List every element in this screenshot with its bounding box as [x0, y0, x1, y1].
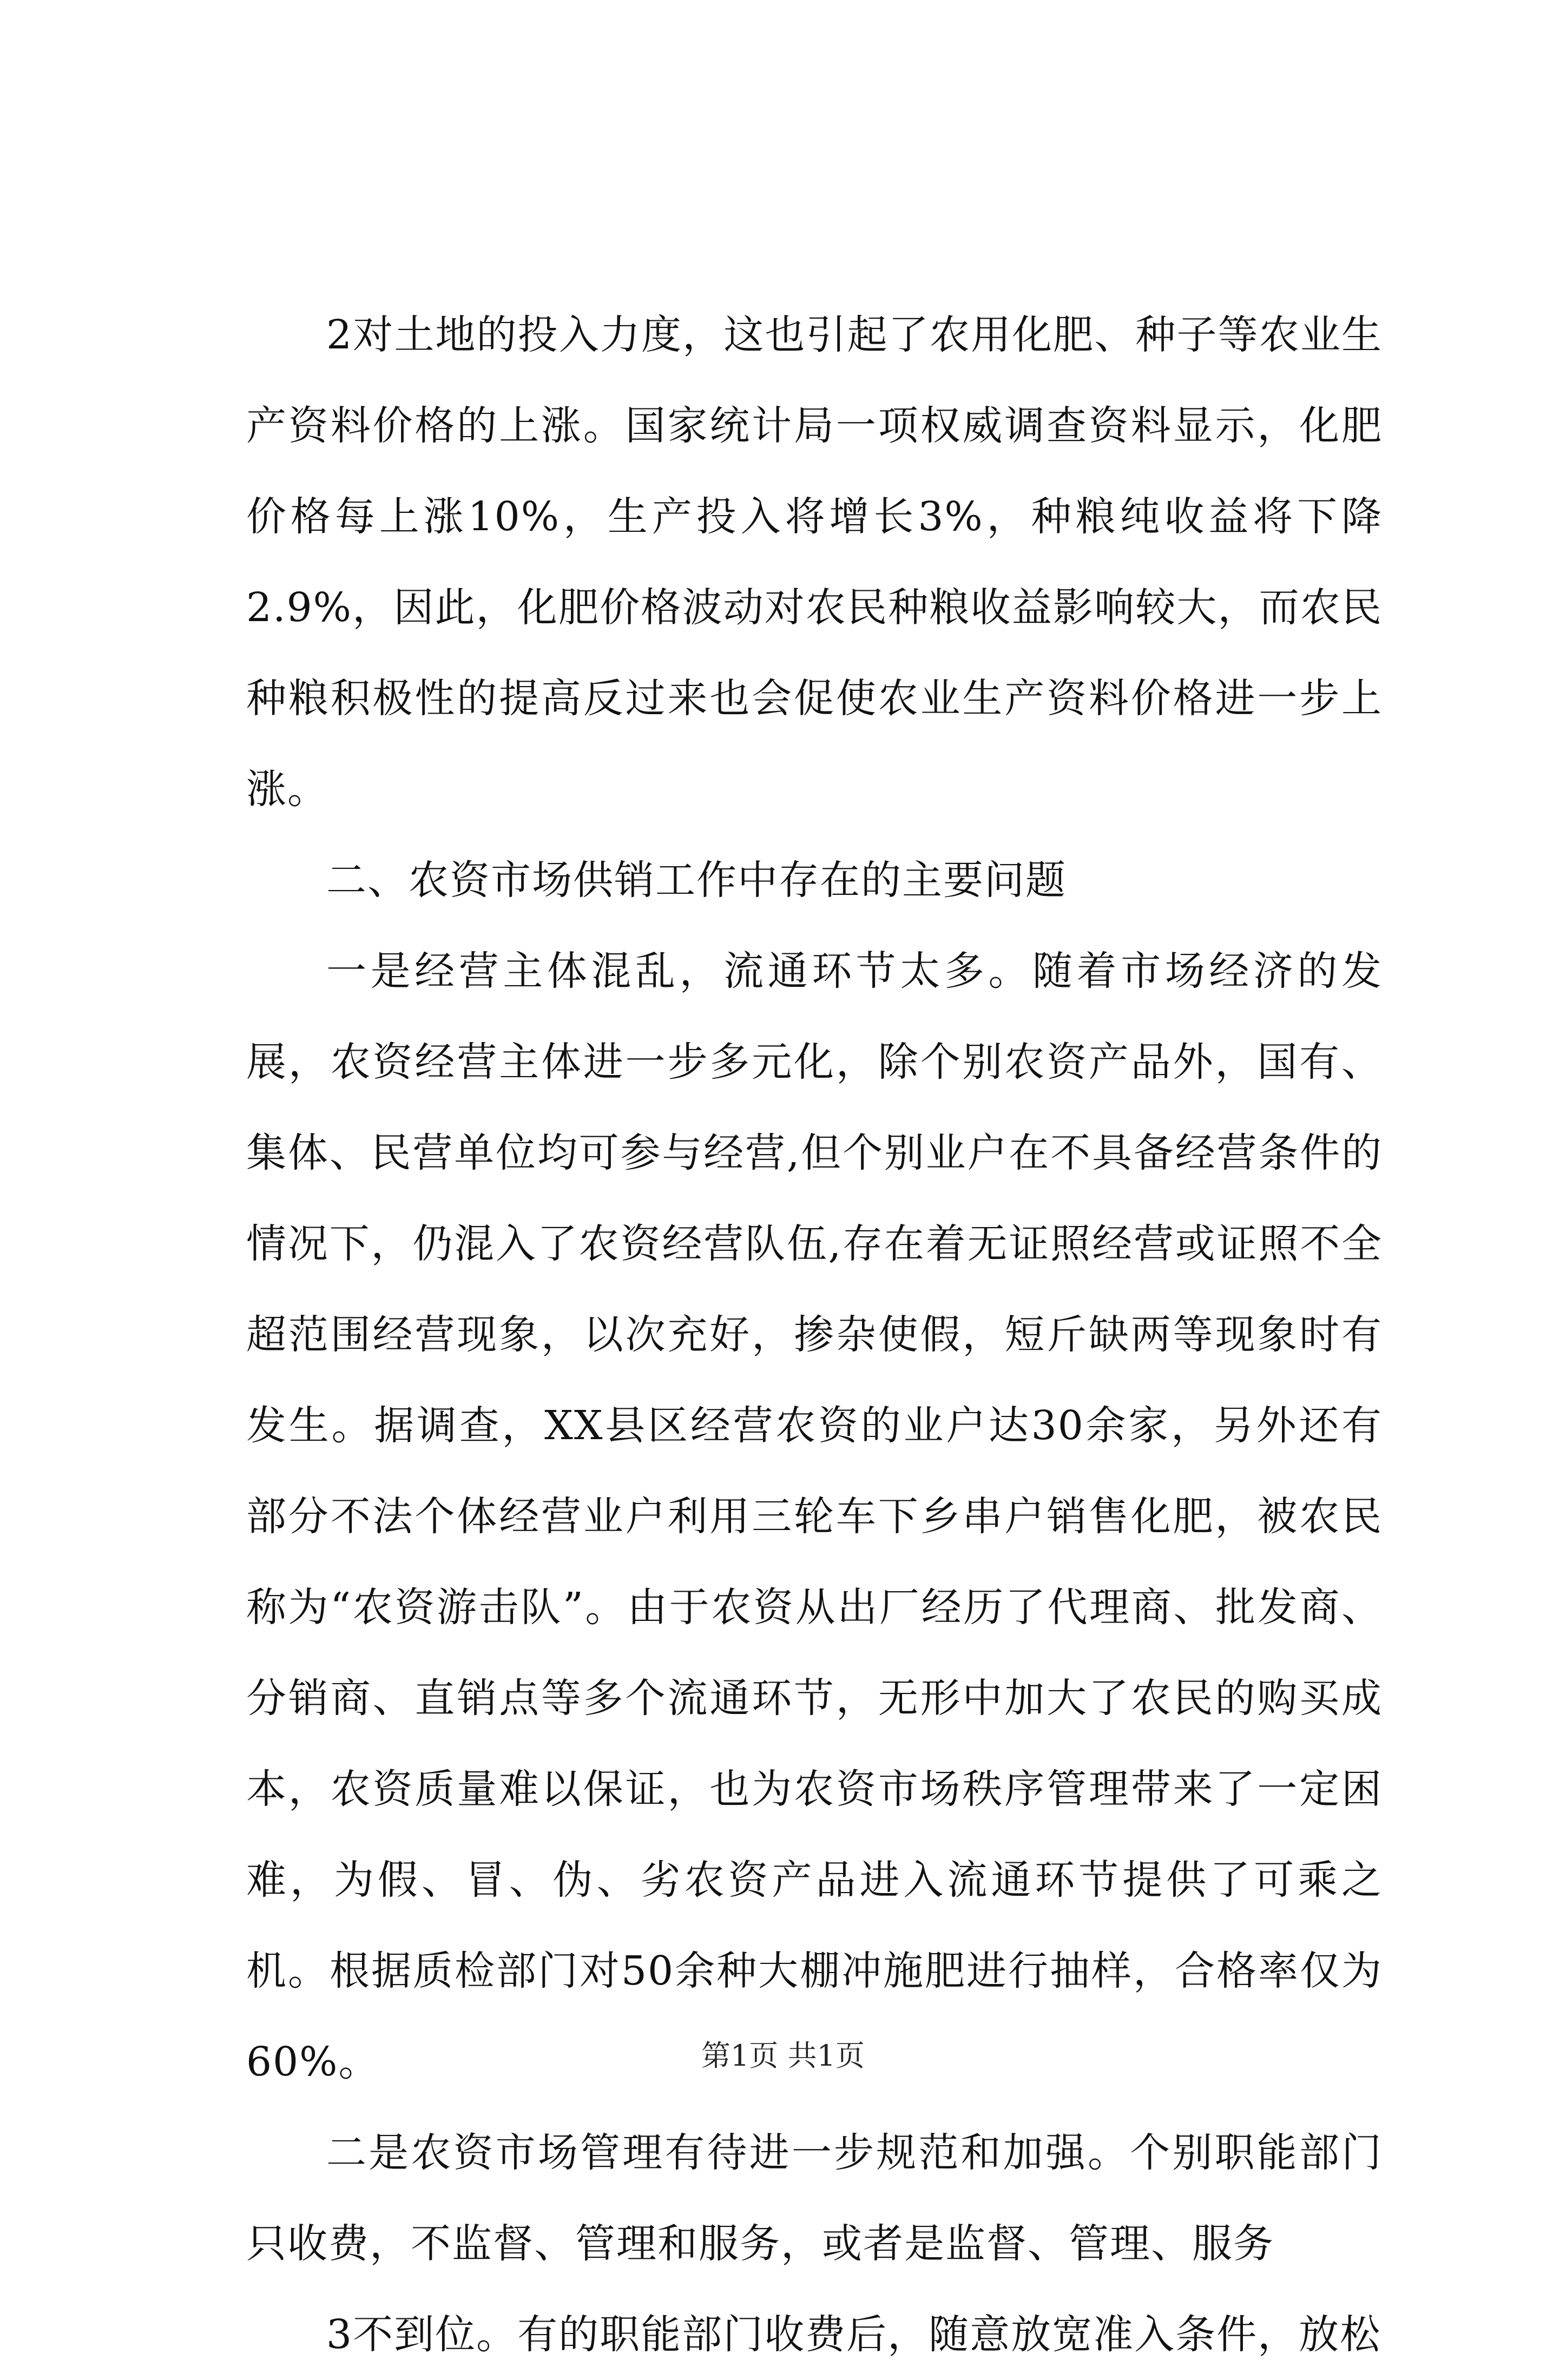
paragraph-3: 二是农资市场管理有待进一步规范和加强。个别职能部门只收费，不监督、管理和服务，或者是监督、管理、服务	[246, 2130, 1383, 2267]
paragraph-4: 3不到位。有的职能部门收费后，随意放宽准入条件，放松	[326, 2311, 1381, 2358]
page-footer: 第1页 共1页	[701, 2039, 865, 2073]
section-heading: 二、农资市场供销工作中存在的主要问题	[326, 857, 1067, 904]
paragraph-1: 2对土地的投入力度，这也引起了农用化肥、种子等农业生产资料价格的上涨。国家统计局一项权威调查资料显示，化肥价格每上涨10%，生产投入将增长3%，种粮纯收益将下降2.9%，因此，化肥价格波动对农民种粮收益影响较大，而农民种粮积极性的提高反过来也会促使农业生产资料价格进一步上涨。	[246, 312, 1383, 813]
paragraph-2: 一是经营主体混乱，流通环节太多。随着市场经济的发展，农资经营主体进一步多元化，除个别农资产品外，国有、集体、民营单位均可参与经营,但个别业户在不具备经营条件的情况下，仍混入了农资经营队伍,存在着无证照经营或证照不全超范围经营现象，以次充好，掺杂使假，短斤缺两等现象时有发生。据调查，XX县区经营农资的业户达30余家，另外还有部分不法个体经营业户利用三轮车下乡串户销售化肥，被农民称为“农资游击队”。由于农资从出厂经历了代理商、批发商、分销商、直销点等多个流通环节，无形中加大了农民的购买成本，农资质量难以保证，也为农资市场秩序管理带来了一定困难，为假、冒、伪、劣农资产品进入流通环节提供了可乘之机。根据质检部门对50余种大棚冲施肥进行抽样，合格率仅为60%。	[246, 948, 1383, 2085]
